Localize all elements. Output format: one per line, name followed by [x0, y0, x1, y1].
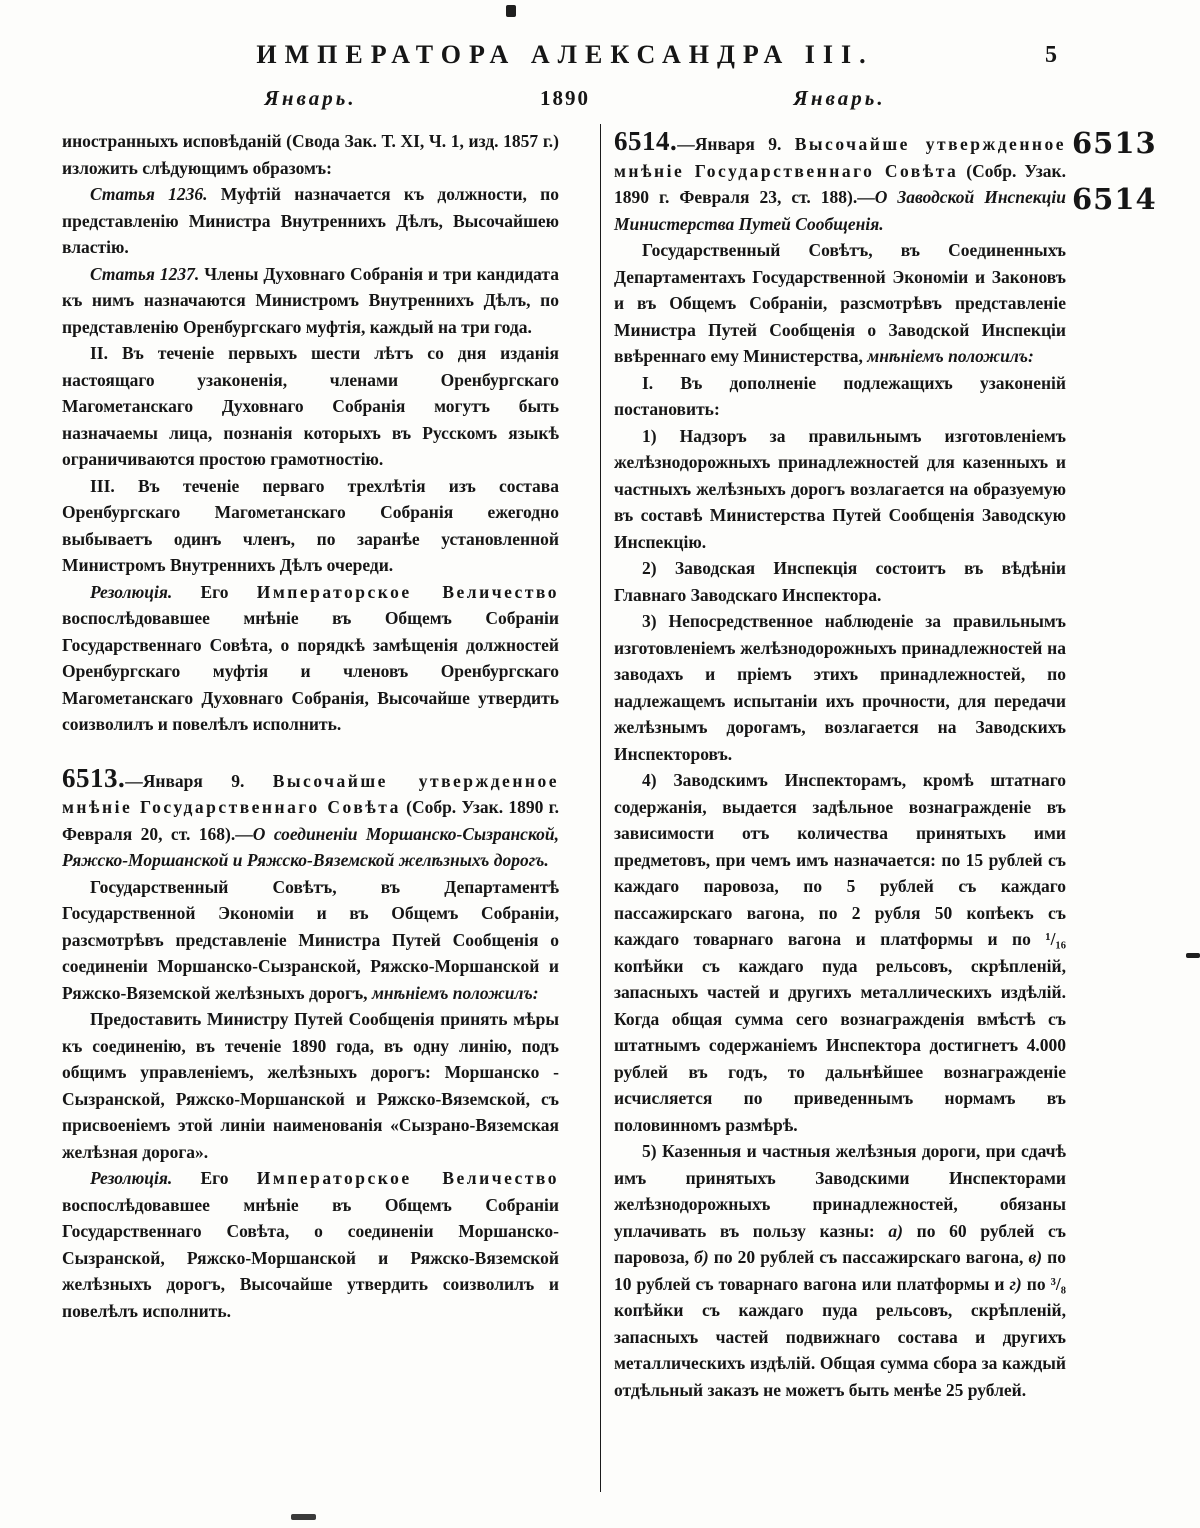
clause-I-paragraph [614, 370, 1066, 423]
text-segment: Его [172, 581, 257, 602]
text-segment: Статья 1236. [90, 184, 208, 204]
margin-article-number: 6514 [1072, 182, 1157, 216]
text-segment: —Января 9. [125, 770, 273, 791]
scan-artifact [291, 1514, 316, 1520]
left-column [62, 128, 559, 1324]
text-segment: б) [694, 1247, 709, 1267]
text-segment: мнѣніемъ положилъ: [867, 346, 1034, 366]
text-segment: Предоставить Министру Путей Сообщенія принять мѣры къ соединенію, въ теченіе 1890 года, въ одну линію, подъ общимъ управленіемъ, желѣзныхъ дорогъ: Моршанско - Сызранской, Ряжско-Моршанской и Ряжско-Вяземской, съ присвоеніемъ этой линіи наименованія «Сызрано-Вяземская желѣзная дорога». [62, 1009, 559, 1162]
statute-1236-paragraph [62, 181, 559, 261]
text-segment: —Января 9. [677, 134, 795, 154]
text-segment: Высочайше утвержденное мнѣніе Государственнаго Совѣта [614, 134, 1067, 181]
text-segment: Статья 1237. [90, 263, 200, 284]
point-2-paragraph [614, 555, 1066, 608]
running-head-month-left: Январь. [264, 86, 357, 110]
text-segment: 2) Заводская Инспекція состоитъ въ вѣдѣніи Главнаго Заводскаго Инспектора. [614, 558, 1066, 605]
text-segment: 4) Заводскимъ Инспекторамъ, кромѣ штатнаго содержанія, выдается задѣльное вознагражденіе въ зависимости отъ количества принятыхъ ими предметовъ, при чемъ имъ назначается: по 15 рублей съ каждаго паровоза, по 5 рублей съ каждаго пассажирскаго вагона, по 2 рубля 50 копѣекъ съ каждаго товарнаго вагона и платформы и по ¹/₁₆ копѣйки съ каждаго пуда рельсовъ, скрѣпленій, запасныхъ частей и другихъ металлическихъ издѣлій. Когда общая сумма сего вознагражденія вмѣстѣ съ штатнымъ содержаніемъ Инспектора достигнетъ 4.000 рублей въ годъ, то дальнѣйшее вознагражденіе исчисляется по приведеннымъ нормамъ въ половинномъ размѣрѣ. [614, 770, 1066, 1135]
text-segment: Члены Духовнаго Собранія и три кандидата къ нимъ назначаются Министромъ Внутреннихъ Дѣлъ, по представленію Оренбургскаго муфтія, каждый на три года. [62, 263, 559, 337]
scan-artifact [1186, 953, 1200, 958]
right-column [614, 128, 1066, 1403]
text-segment: Императорское Величество [256, 1168, 559, 1188]
decision-paragraph [62, 1006, 559, 1165]
text-segment: воспослѣдовавшее мнѣніе въ Общемъ Собраніи Государственнаго Совѣта, о порядкѣ замѣщенія должностей Оренбургскаго муфтія и членовъ Оренбургскаго Магометанскаго Духовнаго Собранія, Высочайше утвердить соизволилъ и повелѣлъ исполнить. [62, 608, 559, 734]
text-segment: по ³/₈ копѣйки съ каждаго пуда рельсовъ, скрѣпленій, запасныхъ частей подвижнаго состава и другихъ металлическихъ издѣлій. Общая сумма сбора за каждый отдѣльный заказъ не можетъ быть менѣе 25 рублей. [614, 1273, 1066, 1400]
text-segment: Резолюція. [90, 1168, 173, 1188]
text-segment: мнѣніемъ положилъ: [371, 982, 539, 1003]
text-segment: 5) Казенныя и частныя желѣзныя дороги, при сдачѣ имъ принятыхъ Заводскими Инспекторами желѣзнодорожныхъ принадлежностей, обязаны уплачивать въ пользу казны: [614, 1141, 1066, 1241]
point-5-paragraph [614, 1138, 1066, 1403]
point-3-paragraph [614, 608, 1066, 767]
council-consideration-paragraph [62, 874, 559, 1007]
text-segment: в) [1028, 1247, 1043, 1267]
page-number: 5 [1045, 42, 1057, 68]
text-segment: г) [1009, 1273, 1022, 1294]
text-segment: II. Въ теченіе первыхъ шести лѣтъ со дня изданія настоящаго узаконенія, членами Оренбургскаго Магометанскаго Духовнаго Собранія могутъ быть назначаемы лица, познанія которыхъ въ Русскомъ языкѣ ограничиваются простою грамотностію. [62, 343, 559, 469]
article-6513-heading [62, 762, 560, 874]
statute-1237-paragraph [62, 261, 559, 341]
text-segment: Государственный Совѣтъ, въ Департаментѣ Государственной Экономіи и въ Общемъ Собраніи, разсмотрѣвъ представленіе Министра Путей Сообщенія о соединеніи Моршанско-Сызранской, Ряжско-Моршанской и Ряжско-Вяземской желѣзныхъ дорогъ, [62, 876, 559, 1003]
text-segment: I. Въ дополненіе подлежащихъ узаконеній постановить: [614, 372, 1066, 419]
clause-II-paragraph [62, 340, 559, 473]
column-divider-rule [600, 124, 601, 1492]
text-segment: Государственный Совѣтъ, въ Соединенныхъ Департаментахъ Государственной Экономіи и Законовъ и въ Общемъ Собраніи, разсмотрѣвъ представленіе Министра Путей Сообщенія о Заводской Инспекціи ввѣреннаго ему Министерства, [614, 240, 1066, 366]
text-segment: по 20 рублей съ пассажирскаго вагона, [708, 1247, 1029, 1267]
text-segment: Резолюція. [90, 581, 173, 602]
scan-artifact [506, 5, 516, 17]
margin-article-number: 6513 [1072, 126, 1157, 160]
text-segment: по 60 рублей съ паровоза, [614, 1220, 1066, 1267]
resolution-paragraph [62, 1165, 559, 1324]
text-segment: а) [888, 1220, 903, 1241]
article-6514-heading [614, 128, 1066, 237]
text-segment: Императорское Величество [256, 581, 559, 602]
text-segment: воспослѣдовавшее мнѣніе въ Общемъ Собраніи Государственнаго Совѣта, о соединеніи Моршанско-Сызранской, Ряжско-Моршанской и Ряжско-Вяземской желѣзныхъ дорогъ, Высочайше утвердить соизволилъ и повелѣлъ исполнить. [62, 1194, 559, 1321]
page-header-title: ИМПЕРАТОРА АЛЕКСАНДРА III. [256, 40, 874, 69]
text-segment: (Собр. Узак. 1890 г. Февраля 20, ст. 168).— [62, 797, 559, 844]
article-number: 6514. [614, 126, 678, 156]
point-4-paragraph [614, 767, 1066, 1138]
text-segment: О соединеніи Моршанско-Сызранской, Ряжско-Моршанской и Ряжско-Вяземской желѣзныхъ дорогъ. [62, 823, 560, 870]
running-head-month-right: Январь. [793, 86, 886, 110]
text-segment: III. Въ теченіе перваго трехлѣтія изъ состава Оренбургскаго Магометанскаго Собранія ежегодно выбываетъ одинъ членъ, по заранѣе установленной Министромъ Внутреннихъ Дѣлъ очереди. [62, 475, 559, 575]
text-segment: Высочайше утвержденное мнѣніе Государственнаго Совѣта [62, 770, 560, 817]
text-segment: 1) Надзоръ за правильнымъ изготовленіемъ желѣзнодорожныхъ принадлежностей для казенныхъ и частныхъ желѣзныхъ дорогъ возлагается на образуемую въ составѣ Министерства Путей Сообщенія Заводскую Инспекцію. [614, 425, 1066, 552]
text-segment: О Заводской Инспекціи Министерства Путей Сообщенія. [614, 187, 1066, 234]
clause-III-paragraph [62, 473, 559, 579]
point-1-paragraph [614, 423, 1066, 556]
resolution-paragraph [62, 579, 559, 738]
text-segment: (Собр. Узак. 1890 г. Февраля 23, ст. 188).— [614, 160, 1066, 207]
text-segment: Муфтій назначается къ должности, по представленію Министра Внутреннихъ Дѣлъ, Высочайшею властію. [62, 184, 559, 257]
text-segment: Его [172, 1168, 257, 1188]
text-segment: иностранныхъ исповѣданій (Свода Зак. Т. XI, Ч. 1, изд. 1857 г.) изложить слѣдующимъ образомъ: [62, 131, 559, 178]
council-consideration-paragraph [614, 237, 1066, 370]
continuation-paragraph [62, 128, 559, 181]
running-head-year: 1890 [540, 86, 590, 110]
text-segment: по 10 рублей съ товарнаго вагона или платформы и [614, 1247, 1066, 1294]
article-number: 6513. [62, 762, 126, 793]
text-segment: 3) Непосредственное наблюденіе за правильнымъ изготовленіемъ желѣзнодорожныхъ принадлежностей на заводахъ и пріемъ этихъ принадлежностей, по надлежащемъ испытаніи ихъ прочности, для передачи желѣзнымъ дорогамъ, возлагается на Заводскихъ Инспекторовъ. [614, 611, 1066, 764]
